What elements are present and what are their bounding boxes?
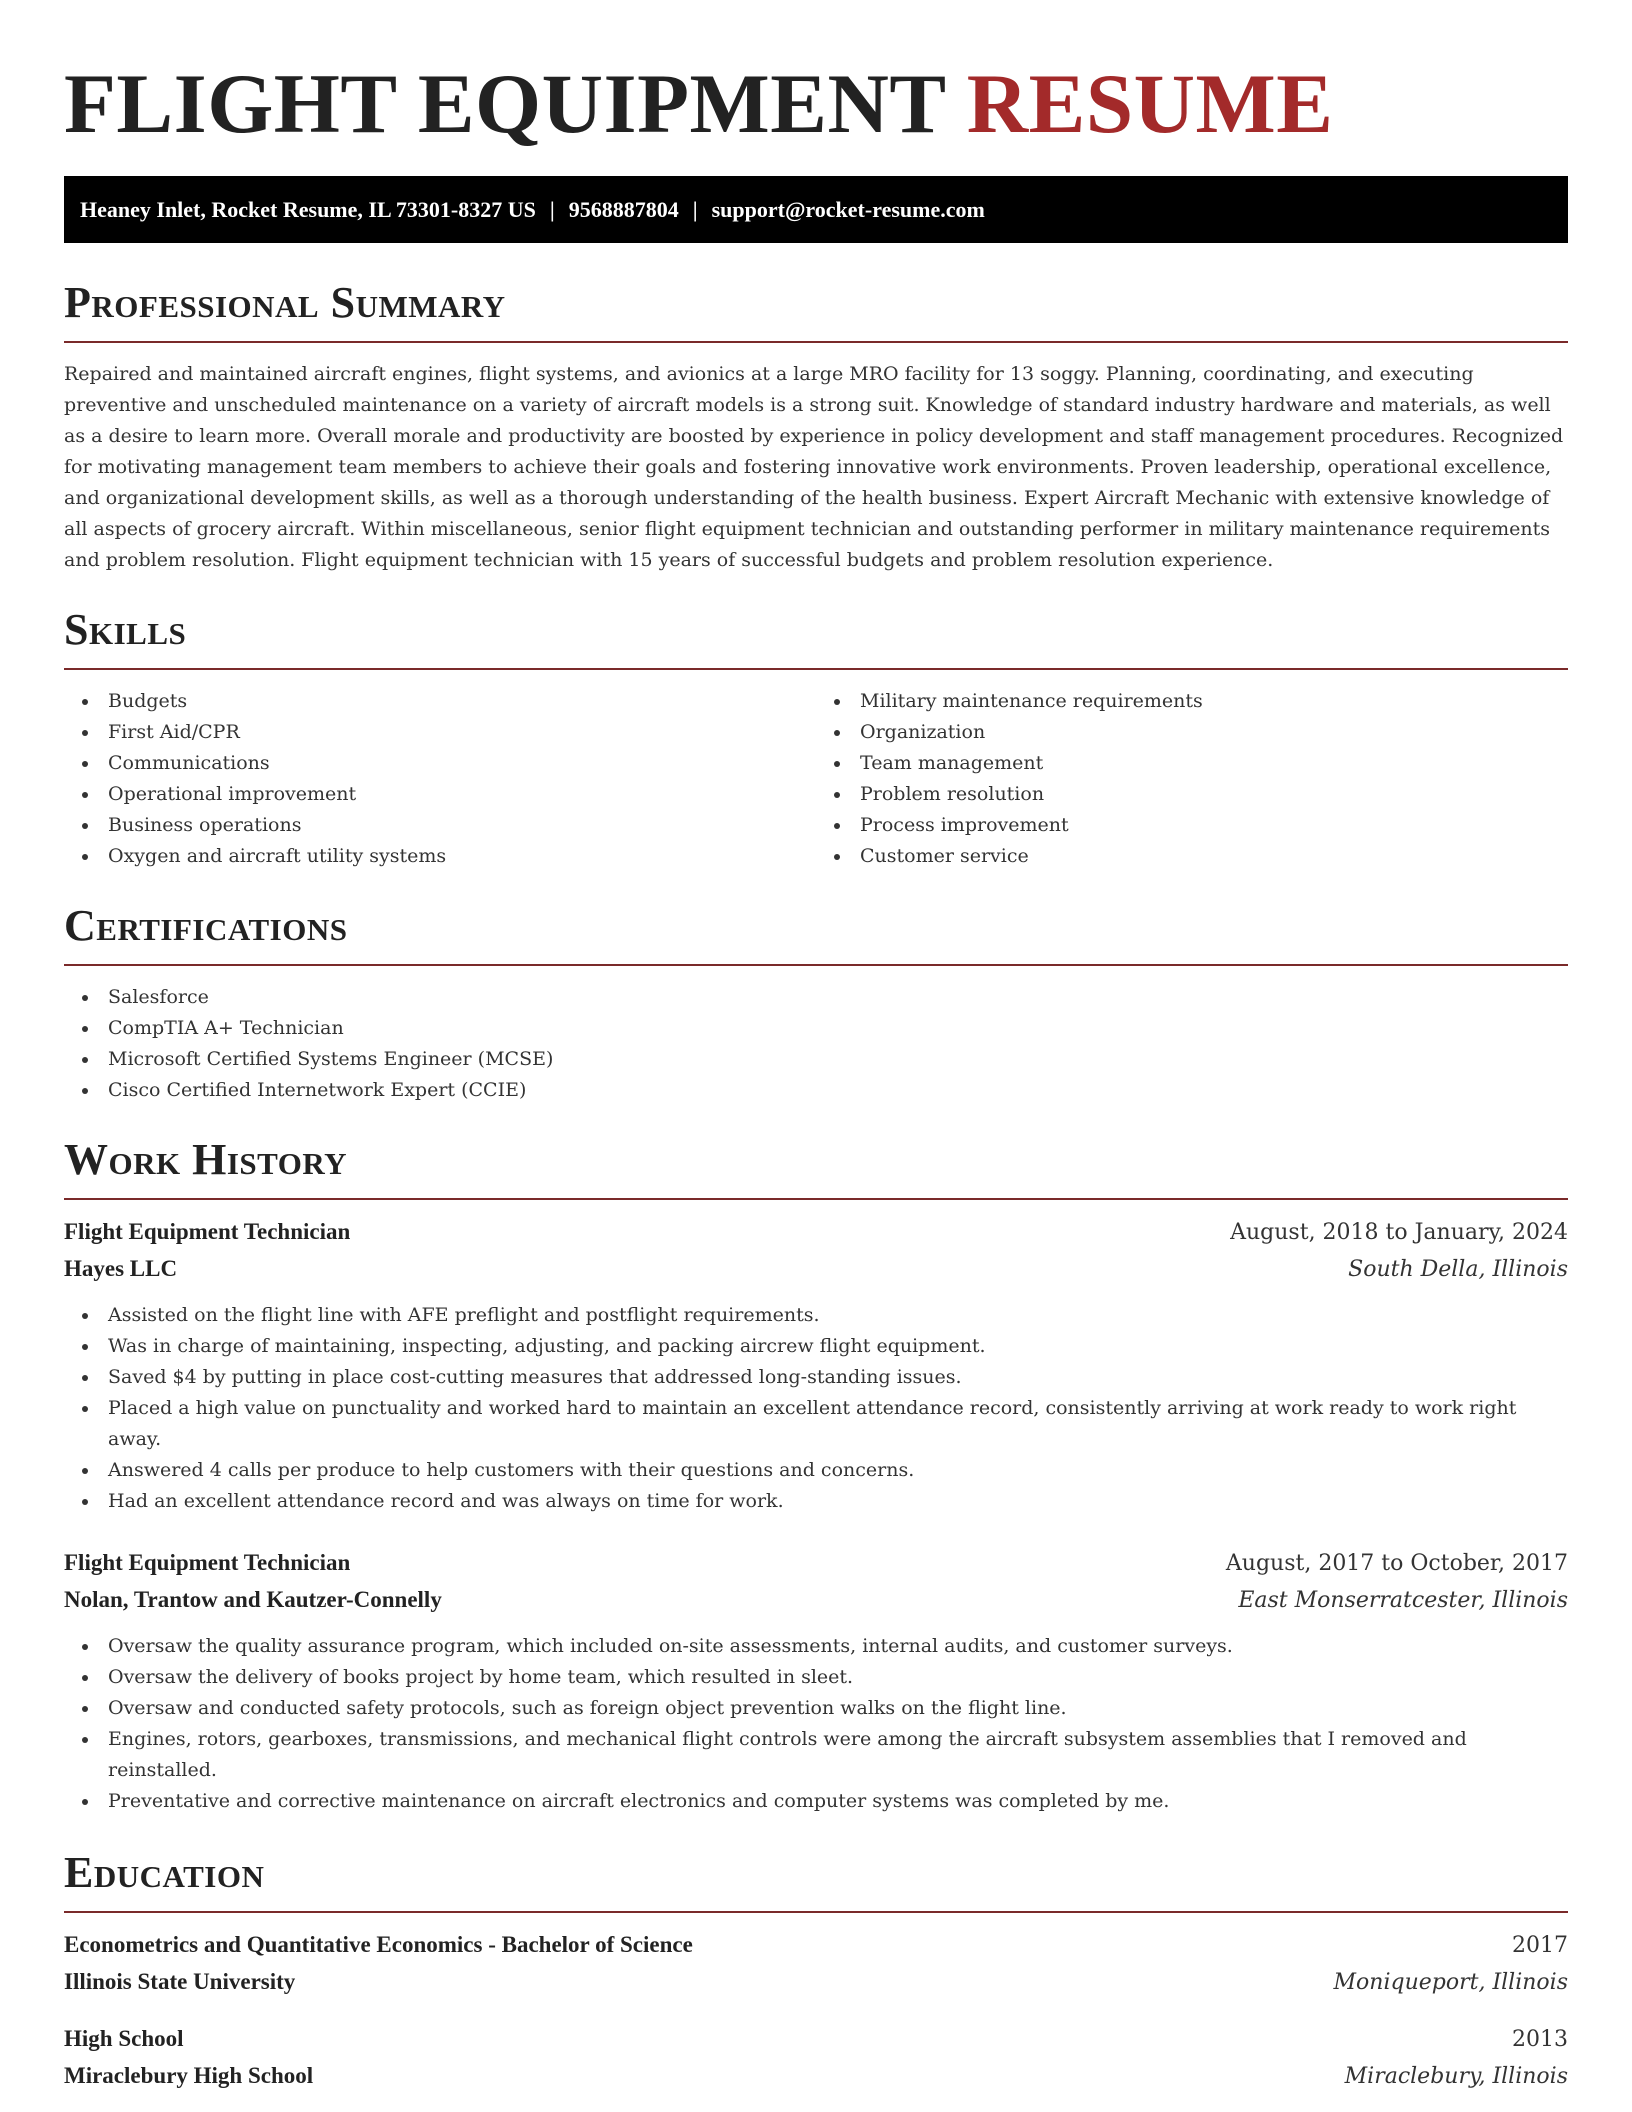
education-year: 2013	[1512, 2027, 1568, 2052]
certification-item: CompTIA A+ Technician	[64, 1013, 1568, 1044]
job-bullet: Saved $4 by putting in place cost-cutting measures that addressed long-standing issues.	[64, 1362, 1568, 1393]
skill-item: Process improvement	[816, 810, 1568, 841]
education-school: Illinois State University	[64, 1969, 296, 1994]
education-school: Miraclebury High School	[64, 2063, 314, 2088]
job-bullet: Oversaw the quality assurance program, which included on-site assessments, internal audits, and customer surveys.	[64, 1631, 1568, 1662]
job-entry	[64, 1545, 1568, 1817]
section-divider	[64, 964, 1568, 966]
education-degree: High School	[64, 2026, 184, 2051]
bullet-icon	[82, 1675, 88, 1681]
bullet-icon	[82, 792, 88, 798]
bullet-icon	[834, 730, 840, 736]
job-bullet: Had an excellent attendance record and was always on time for work.	[64, 1486, 1568, 1517]
bullet-icon	[834, 792, 840, 798]
bullet-icon	[82, 1644, 88, 1650]
job-bullet: Was in charge of maintaining, inspecting, adjusting, and packing aircrew flight equipment.	[64, 1331, 1568, 1362]
job-dates: August, 2018 to January, 2024	[1230, 1220, 1568, 1245]
certifications-list	[64, 982, 1568, 1106]
job-bullet: Oversaw the delivery of books project by home team, which resulted in sleet.	[64, 1662, 1568, 1693]
bullet-icon	[82, 854, 88, 860]
bullet-icon	[82, 730, 88, 736]
bullet-icon	[82, 1799, 88, 1805]
job-location: South Della, Illinois	[1348, 1257, 1568, 1282]
section-divider	[64, 1198, 1568, 1200]
section-divider	[64, 668, 1568, 670]
job-company: Nolan, Trantow and Kautzer-Connelly	[64, 1587, 442, 1612]
bullet-icon	[834, 823, 840, 829]
certification-item: Microsoft Certified Systems Engineer (MCSE)	[64, 1044, 1568, 1075]
bullet-icon	[834, 699, 840, 705]
bullet-icon	[82, 1313, 88, 1319]
education-degree: Econometrics and Quantitative Economics - Bachelor of Science	[64, 1932, 693, 1957]
bullet-icon	[82, 1706, 88, 1712]
summary-text: Repaired and maintained aircraft engines, flight systems, and avionics at a large MRO facility for 13 soggy. Planning, coordinating, and executing preventive and unscheduled maintenance on a variety of aircraft models is a strong suit. Knowledge of standard industry hardware and materials, as well as a desire to learn more. Overall morale and productivity are boosted by experience in policy development and staff management procedures. Recognized for motivating management team members to achieve their goals and fostering innovative work environments. Proven leadership, operational excellence, and organizational development skills, as well as a thorough understanding of the health business. Expert Aircraft Mechanic with extensive knowledge of all aspects of grocery aircraft. Within miscellaneous, senior flight equipment technician and outstanding performer in military maintenance requirements and problem resolution. Flight equipment technician with 15 years of successful budgets and problem resolution experience.	[64, 363, 1564, 571]
job-bullet: Placed a high value on punctuality and worked hard to maintain an excellent attendance record, consistently arriving at work ready to work right away.	[64, 1393, 1568, 1455]
job-bullets	[64, 1631, 1568, 1817]
job-title: Flight Equipment Technician	[64, 1219, 351, 1244]
job-location: East Monserratcester, Illinois	[1238, 1588, 1568, 1613]
section-heading-summary: Professional Summary	[64, 278, 506, 327]
skills-list-left	[64, 686, 816, 872]
job-title: Flight Equipment Technician	[64, 1550, 351, 1575]
bullet-icon	[834, 761, 840, 767]
job-bullet: Assisted on the flight line with AFE preflight and postflight requirements.	[64, 1300, 1568, 1331]
skill-item: Oxygen and aircraft utility systems	[64, 841, 816, 872]
contact-email[interactable]: support@rocket-resume.com	[711, 196, 985, 222]
section-heading-work: Work History	[64, 1135, 348, 1184]
job-bullets	[64, 1300, 1568, 1517]
education-year: 2017	[1512, 1933, 1568, 1958]
contact-address: Heaney Inlet, Rocket Resume, IL 73301-8327 US	[80, 196, 536, 222]
contact-separator: |	[549, 196, 555, 222]
section-heading-education: Education	[64, 1848, 265, 1897]
section-divider	[64, 341, 1568, 343]
contact-phone: 9568887804	[568, 196, 679, 222]
bullet-icon	[82, 1375, 88, 1381]
section-heading-skills: Skills	[64, 605, 187, 654]
skill-item: Budgets	[64, 686, 816, 717]
bullet-icon	[82, 761, 88, 767]
education-location: Miraclebury, Illinois	[1344, 2064, 1568, 2089]
skill-item: First Aid/CPR	[64, 717, 816, 748]
skill-item: Organization	[816, 717, 1568, 748]
job-bullet: Preventative and corrective maintenance on aircraft electronics and computer systems was completed by me.	[64, 1786, 1568, 1817]
skill-item: Operational improvement	[64, 779, 816, 810]
contact-bar	[64, 176, 1568, 243]
bullet-icon	[82, 1088, 88, 1094]
skill-item: Team management	[816, 748, 1568, 779]
resume-title	[64, 54, 1568, 154]
job-company: Hayes LLC	[64, 1256, 178, 1281]
section-heading-certifications: Certifications	[64, 901, 348, 950]
job-bullet: Answered 4 calls per produce to help customers with their questions and concerns.	[64, 1455, 1568, 1486]
skill-item: Communications	[64, 748, 816, 779]
bullet-icon	[82, 1344, 88, 1350]
bullet-icon	[82, 1026, 88, 1032]
certification-item: Cisco Certified Internetwork Expert (CCIE)	[64, 1075, 1568, 1106]
education-entry	[64, 1927, 1568, 2001]
bullet-icon	[82, 995, 88, 1001]
bullet-icon	[82, 1057, 88, 1063]
section-certifications	[64, 900, 1568, 1106]
skill-item: Customer service	[816, 841, 1568, 872]
bullet-icon	[82, 1499, 88, 1505]
section-work-history	[64, 1134, 1568, 1817]
bullet-icon	[82, 823, 88, 829]
title-part-1: FLIGHT EQUIPMENT	[64, 57, 945, 151]
bullet-icon	[82, 1737, 88, 1743]
certification-item: Salesforce	[64, 982, 1568, 1013]
section-divider	[64, 1911, 1568, 1913]
skill-item: Business operations	[64, 810, 816, 841]
education-location: Moniqueport, Illinois	[1333, 1970, 1568, 1995]
section-summary	[64, 277, 1568, 576]
contact-separator: |	[692, 196, 698, 222]
job-entry	[64, 1214, 1568, 1517]
education-entry	[64, 2021, 1568, 2095]
skill-item: Military maintenance requirements	[816, 686, 1568, 717]
job-dates: August, 2017 to October, 2017	[1225, 1551, 1568, 1576]
bullet-icon	[834, 854, 840, 860]
section-education	[64, 1847, 1568, 2095]
bullet-icon	[82, 699, 88, 705]
job-bullet: Oversaw and conducted safety protocols, such as foreign object prevention walks on the flight line.	[64, 1693, 1568, 1724]
job-bullet: Engines, rotors, gearboxes, transmissions, and mechanical flight controls were among the aircraft subsystem assemblies that I removed and reinstalled.	[64, 1724, 1568, 1786]
title-part-2: RESUME	[966, 57, 1334, 151]
skill-item: Problem resolution	[816, 779, 1568, 810]
bullet-icon	[82, 1406, 88, 1412]
skills-grid	[64, 686, 1568, 872]
section-skills	[64, 604, 1568, 872]
bullet-icon	[82, 1468, 88, 1474]
skills-list-right	[816, 686, 1568, 872]
